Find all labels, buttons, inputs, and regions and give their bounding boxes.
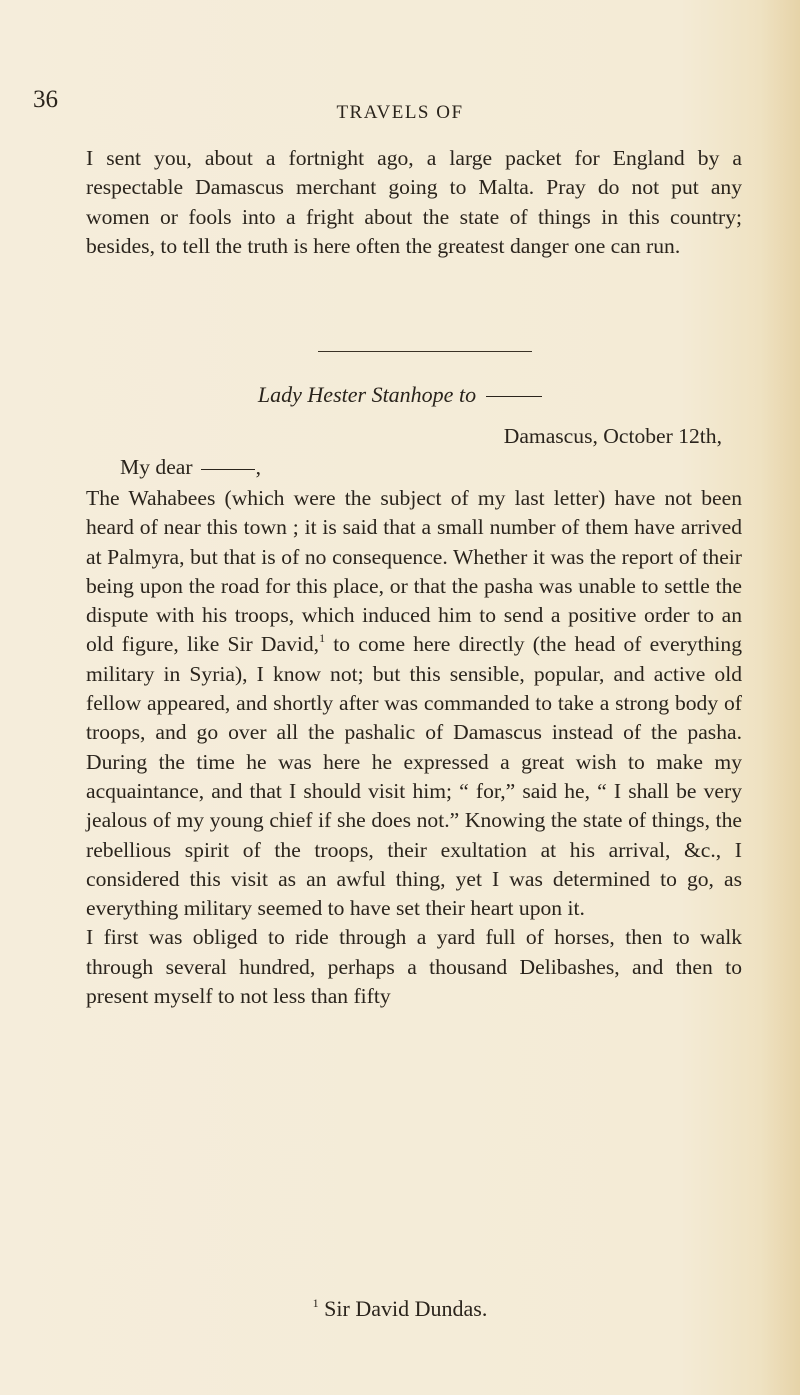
recipient-dash	[486, 396, 542, 397]
letter-paragraph-1-part-b: to come here directly (the head of everything military in Syria), I know not; but this sensible, popular, and active old fellow appeared, and shortly after was commanded to take a strong body of troops, and go over all the pashalic of Damascus instead of the pasha. During the time he was here he expressed a great wish to make my acquaintance, and that I should visit him; “ for,” said he, “ I shall be very jealous of my young chief if she does not.” Knowing the state of things, the rebellious spirit of the troops, their exultation at his arrival, &c., I considered this visit as an awful thing, yet I was determined to go, as everything military seemed to have set their heart upon it.	[86, 632, 742, 921]
salutation-dash	[201, 469, 255, 470]
footnote	[0, 1296, 800, 1322]
letter-paragraph-1	[86, 484, 742, 923]
letter-body	[86, 484, 742, 1011]
section-divider	[318, 351, 532, 352]
footnote-marker: 1	[312, 1296, 319, 1310]
footnote-reference: 1	[319, 631, 326, 646]
footnote-text: Sir David Dundas.	[318, 1296, 488, 1321]
letter-heading-text: Lady Hester Stanhope to	[257, 382, 477, 407]
letter-paragraph-2: I first was obliged to ride through a yard full of horses, then to walk through several hundred, perhaps a thousand Delibashes, and then to present myself to not less than fifty	[86, 925, 742, 1009]
salutation-text: My dear	[120, 455, 193, 479]
page-number: 36	[33, 86, 58, 113]
intro-paragraph-text: I sent you, about a fortnight ago, a large packet for England by a respectable Damascus merchant going to Malta. Pray do not put any women or fools into a fright about the state of things in this country; besides, to tell the truth is here often the greatest danger one can run.	[86, 146, 742, 258]
dateline: Damascus, October 12th,	[503, 424, 722, 448]
salutation-comma: ,	[255, 455, 261, 479]
intro-paragraph	[86, 144, 742, 261]
letter-heading	[0, 382, 800, 408]
salutation	[120, 455, 261, 480]
letter-paragraph-1-part-a: The Wahabees (which were the subject of my last letter) have not been heard of near this town ; it is said that a small number of them have arrived at Palmyra, but that is of no consequence. Whether it was the report of their being upon the road for this place, or that the pasha was unable to settle the dispute with his troops, which induced him to send a positive order to an old figure, like Sir David,	[86, 486, 742, 657]
running-head: TRAVELS OF	[336, 102, 464, 123]
